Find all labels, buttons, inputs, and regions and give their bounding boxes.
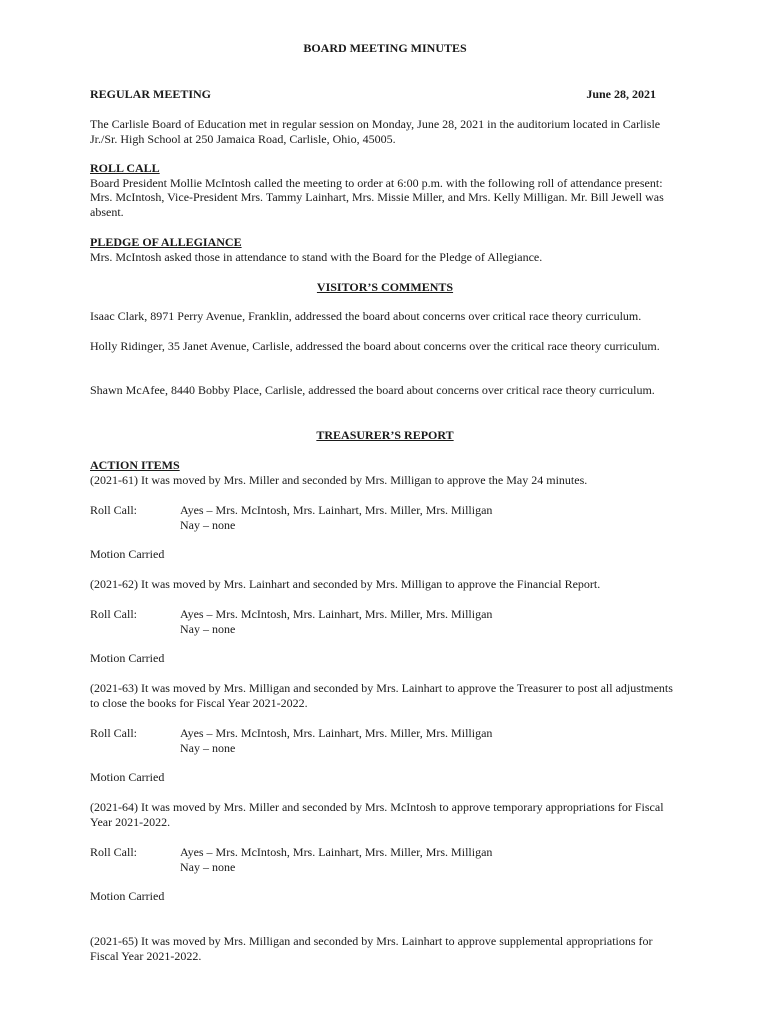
- motion: [90, 681, 678, 710]
- visitor-comment-text: Holly Ridinger, 35 Janet Avenue, Carlisle, addressed the board about concerns over the critical race theory curriculum.: [90, 339, 660, 353]
- visitor-comment-text: Isaac Clark, 8971 Perry Avenue, Franklin, addressed the board about concerns over critical race theory curriculum.: [90, 309, 642, 323]
- motion-result: Motion Carried: [90, 770, 165, 784]
- nay-line: Nay – none: [180, 517, 236, 532]
- motion: [90, 934, 678, 963]
- nay-line: Nay – none: [180, 740, 236, 755]
- visitor-comment: [90, 339, 678, 354]
- roll-call-label: Roll Call:: [90, 726, 138, 740]
- meeting-date: June 28, 2021: [586, 87, 656, 101]
- roll-call-vote: [90, 726, 678, 755]
- meeting-header: [90, 87, 678, 102]
- motion-text: (2021-61) It was moved by Mrs. Miller and seconded by Mrs. Milligan to approve the May 24 minutes.: [90, 472, 588, 487]
- motion: [90, 577, 678, 592]
- motion-result: Motion Carried: [90, 889, 165, 903]
- ayes-line: Ayes – Mrs. McIntosh, Mrs. Lainhart, Mrs. Miller, Mrs. Milligan: [180, 845, 493, 859]
- meeting-type: REGULAR MEETING: [90, 87, 212, 101]
- pledge-text: Mrs. McIntosh asked those in attendance to stand with the Board for the Pledge of Allegiance.: [90, 249, 543, 264]
- motion-text: (2021-63) It was moved by Mrs. Milligan and seconded by Mrs. Lainhart to approve the Treasurer to post all adjustments to close the books for Fiscal Year 2021-2022.: [90, 681, 673, 710]
- pledge-section: [90, 235, 678, 264]
- nay-line: Nay – none: [180, 621, 236, 636]
- motion: [90, 800, 678, 829]
- visitor-comment: [90, 383, 678, 398]
- ayes-line: Ayes – Mrs. McIntosh, Mrs. Lainhart, Mrs. Miller, Mrs. Milligan: [180, 726, 493, 740]
- visitors-heading-block: [90, 280, 678, 295]
- nay-line: Nay – none: [180, 859, 236, 874]
- ayes-line: Ayes – Mrs. McIntosh, Mrs. Lainhart, Mrs. Miller, Mrs. Milligan: [180, 607, 493, 621]
- visitors-heading: VISITOR’S COMMENTS: [316, 280, 454, 294]
- roll-call-label: Roll Call:: [90, 503, 138, 517]
- action-items-heading: ACTION ITEMS: [90, 458, 180, 472]
- visitor-comment-text: Shawn McAfee, 8440 Bobby Place, Carlisle, addressed the board about concerns over critical race theory curriculum.: [90, 383, 655, 397]
- motion-text: (2021-62) It was moved by Mrs. Lainhart and seconded by Mrs. Milligan to approve the Financial Report.: [90, 577, 601, 591]
- roll-call-vote: [90, 607, 678, 636]
- action-items-section: [90, 458, 678, 487]
- roll-call-vote: [90, 845, 678, 874]
- roll-call-text: Board President Mollie McIntosh called the meeting to order at 6:00 p.m. with the following roll of attendance present: Mrs. McIntosh, Vice-President Mrs. Tammy Lainhart, Mrs. Missie Miller, and Mrs. Kelly Milligan. Mr. Bill Jewell was absent.: [90, 175, 664, 219]
- roll-call-vote: [90, 503, 678, 532]
- pledge-heading: PLEDGE OF ALLEGIANCE: [90, 235, 242, 249]
- intro-paragraph: [90, 117, 678, 146]
- intro-text: The Carlisle Board of Education met in regular session on Monday, June 28, 2021 in the auditorium located in Carlisle Jr./Sr. High School at 250 Jamaica Road, Carlisle, Ohio, 45005.: [90, 117, 661, 146]
- roll-call-label: Roll Call:: [90, 607, 138, 621]
- roll-call-heading: ROLL CALL: [90, 161, 160, 175]
- treasurer-heading-block: [90, 428, 678, 443]
- document-title: BOARD MEETING MINUTES: [303, 41, 467, 55]
- roll-call-section: [90, 161, 678, 219]
- motion-text: (2021-64) It was moved by Mrs. Miller and seconded by Mrs. McIntosh to approve temporary appropriations for Fiscal Year 2021-2022.: [90, 800, 664, 829]
- visitor-comment: [90, 309, 678, 324]
- motion-result: Motion Carried: [90, 651, 165, 665]
- motion-text: (2021-65) It was moved by Mrs. Milligan and seconded by Mrs. Lainhart to approve supplemental appropriations for Fiscal Year 2021-2022.: [90, 934, 653, 963]
- treasurer-heading: TREASURER’S REPORT: [316, 428, 454, 442]
- ayes-line: Ayes – Mrs. McIntosh, Mrs. Lainhart, Mrs. Miller, Mrs. Milligan: [180, 503, 493, 517]
- motion-result: Motion Carried: [90, 547, 165, 561]
- roll-call-label: Roll Call:: [90, 845, 138, 859]
